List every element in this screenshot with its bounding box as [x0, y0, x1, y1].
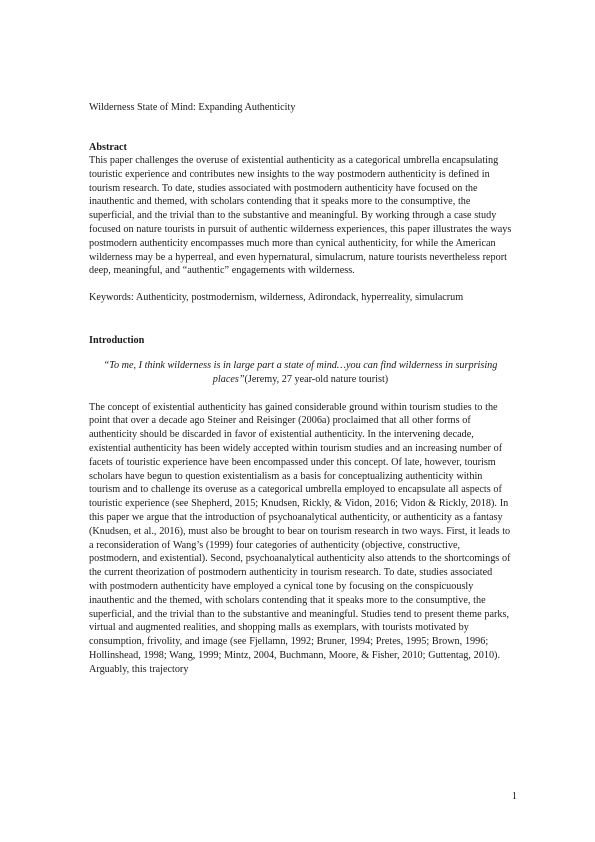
keywords: Keywords: Authenticity, postmodernism, wilderness, Adirondack, hyperreality, simulacrum [89, 292, 464, 304]
abstract-heading: Abstract [89, 142, 127, 153]
introduction-text: The concept of existential authenticity has gained considerable ground within tourism studies to the point that over a decade ago Steiner and Reisinger (2006a) proclaimed that all other forms of authenticity should be discarded in favor of existential authenticity. In the intervening decade, existential authenticity has been widely accepted within tourism studies and an increasing number of facets of touristic experience have been encompassed under this concept. Of late, however, tourism scholars have begun to question existentialism as a basis for conceptualizing authenticity within tourism and to challenge its overuse as a categorical umbrella employed to encapsulate all aspects of touristic experience (see Shepherd, 2015; Knudsen, Rickly, & Vidon, 2016; Vidon & Rickly, 2018). In this paper we argue that the introduction of psychoanalytical authenticity, or authenticity as a fantasy (Knudsen, et al., 2016), must also be brought to bear on tourism research in two ways. First, it leads to a reconsideration of Wang’s (1999) four categories of authenticity (objective, constructive, postmodern, and existential). Second, psychoanalytical authenticity also attends to the shortcomings of the current theorization of postmodern authenticity in tourism research. To date, studies associated with postmodern authenticity have employed a cynical tone by focusing on the conspicuously inauthentic and the themed, with scholars contending that it speaks more to the consumptive, the superficial, and the trivial than to the substantive and meaningful. Studies tend to present theme parks, virtual and augmented realities, and shopping malls as exemplars, with tourists motivated by consumption, frivolity, and image (see Fjellamn, 1992; Bruner, 1994; Pretes, 1995; Brown, 1996; Hollinshead, 1998; Wang, 1999; Mintz, 2004, Buchmann, Moore, & Fisher, 2010; Guttentag, 2010). Arguably, this trajectory [89, 401, 511, 675]
epigraph-attribution: (Jeremy, 27 year-old nature tourist) [244, 373, 389, 385]
epigraph-quote: “To me, I think wilderness is in large part a state of mind…you can find wilderness in surprising places” [103, 359, 498, 385]
page-content [89, 101, 512, 677]
introduction-heading: Introduction [89, 334, 145, 346]
page-number: 1 [511, 791, 517, 802]
paper-title: Wilderness State of Mind: Expanding Authenticity [89, 102, 296, 113]
epigraph [101, 359, 500, 387]
abstract-text: This paper challenges the overuse of existential authenticity as a categorical umbrella encapsulating touristic experience and contributes new insights to the way postmodern authenticity is defined in tourism research. To date, studies associated with postmodern authenticity have focused on the inauthentic and themed, with scholars contending that it speaks more to the consumptive, the superficial, and the trivial than to the substantive and meaningful. By working through a case study focused on nature tourists in pursuit of authentic wilderness experiences, this paper illustrates the ways postmodern authenticity encompasses much more than cynical authenticity, for while the American wilderness may be a hyperreal, and even hypernatural, simulacrum, nature tourists nevertheless report deep, meaningful, and “authentic” engagements with wilderness. [89, 155, 512, 277]
